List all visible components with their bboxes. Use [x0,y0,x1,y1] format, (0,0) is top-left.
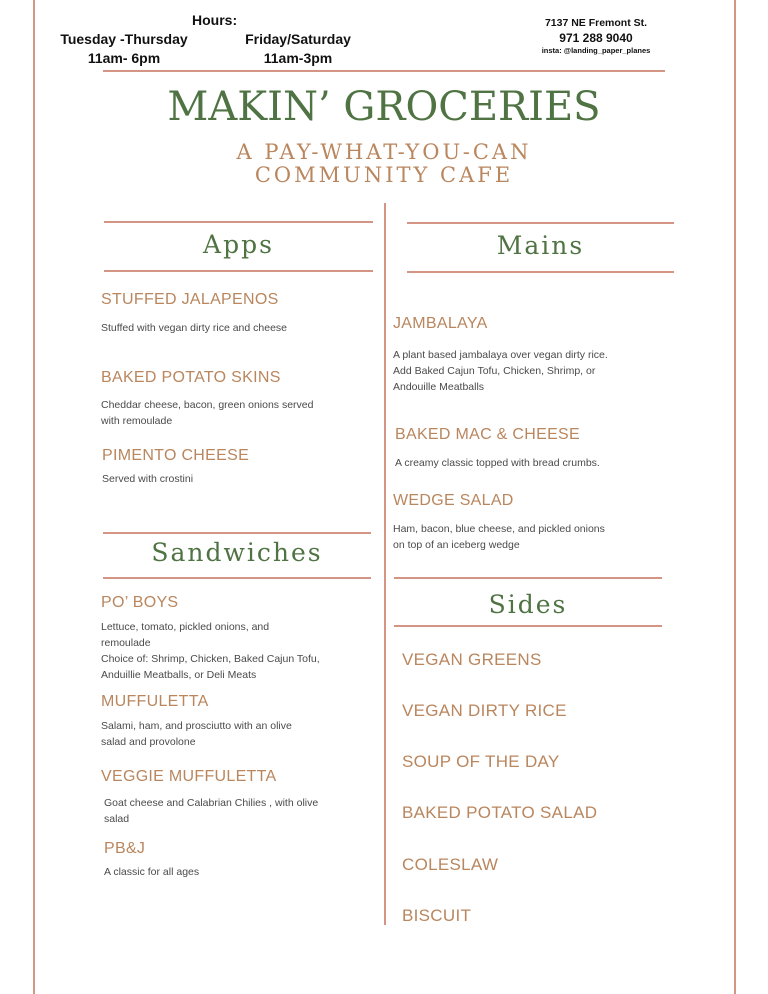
apps-rule-bottom [104,270,373,272]
desc-line: Served with crostini [102,473,194,485]
side-item: SOUP OF THE DAY [402,752,560,771]
desc-line: on top of an iceberg wedge [393,539,520,551]
page-title: MAKIN’ GROCERIES [167,84,601,130]
hours-title: Hours: [192,12,238,28]
address: 7137 NE Fremont St. [544,17,648,29]
section-title-mains: Mains [496,231,585,260]
menu-item-desc [104,864,199,880]
menu-item-desc [393,347,608,395]
subtitle-line-1: A PAY-WHAT-YOU-CAN [236,140,532,164]
desc-line: with remoulade [101,415,173,427]
desc-line: Stuffed with vegan dirty rice and cheese [101,322,288,334]
hours-weekday [58,30,190,68]
side-item: VEGAN GREENS [402,650,542,669]
menu-item-name: PB&J [104,840,146,857]
page-subtitle [0,141,768,187]
desc-line: salad [104,813,130,825]
sides-rule-bottom [394,625,662,627]
sandwiches-rule-top [103,532,371,534]
desc-line: Cheddar cheese, bacon, green onions served [101,399,314,411]
menu-item-desc [101,320,287,336]
hours-weekend-days: Friday/Saturday [245,31,351,47]
desc-line: Ham, bacon, blue cheese, and pickled onions [393,523,605,535]
menu-item-desc [101,397,313,429]
side-item: BISCUIT [402,906,472,925]
menu-item-desc [102,471,193,487]
menu-item-desc [104,795,318,827]
mains-rule-top [407,222,674,224]
menu-item-name: PIMENTO CHEESE [102,447,250,464]
phone-number: 971 288 9040 [559,31,633,45]
hours-weekday-days: Tuesday -Thursday [60,31,188,47]
desc-line: Anduillie Meatballs, or Deli Meats [101,669,257,681]
menu-item-name: WEDGE SALAD [393,492,514,509]
hours-weekend-time: 11am-3pm [263,50,333,66]
desc-line: A classic for all ages [104,866,200,878]
section-title-sandwiches: Sandwiches [151,538,323,567]
hours-weekend [240,30,356,68]
desc-line: Choice of: Shrimp, Chicken, Baked Cajun Tofu, [101,653,320,665]
desc-line: Andouille Meatballs [393,381,485,393]
instagram-handle: insta: @landing_paper_planes [541,46,651,55]
menu-item-desc [101,619,320,683]
menu-item-name: MUFFULETTA [101,693,209,710]
desc-line: Salami, ham, and prosciutto with an olive [101,720,292,732]
desc-line: Add Baked Cajun Tofu, Chicken, Shrimp, or [393,365,596,377]
menu-item-name: BAKED POTATO SKINS [101,369,281,386]
section-title-sides: Sides [488,590,568,619]
contact-block [530,16,662,56]
desc-line: Goat cheese and Calabrian Chilies , with olive [104,797,319,809]
desc-line: A creamy classic topped with bread crumbs. [395,457,600,469]
sides-rule-top [394,577,662,579]
column-divider [384,203,386,925]
menu-item-name: VEGGIE MUFFULETTA [101,768,277,785]
side-item: COLESLAW [402,855,499,874]
menu-item-name: BAKED MAC & CHEESE [395,426,581,443]
menu-item-name: JAMBALAYA [393,315,488,332]
section-title-apps: Apps [203,230,274,259]
desc-line: A plant based jambalaya over vegan dirty rice. [393,349,608,361]
menu-item-desc [395,455,600,471]
side-item: BAKED POTATO SALAD [402,803,598,822]
menu-item-name: PO’ BOYS [101,594,179,611]
desc-line: Lettuce, tomato, pickled onions, and [101,621,270,633]
desc-line: remoulade [101,637,151,649]
header-divider [103,70,665,72]
menu-item-name: STUFFED JALAPENOS [101,291,279,308]
menu-item-desc [101,718,292,750]
sandwiches-rule-bottom [103,577,371,579]
menu-item-desc [393,521,605,553]
side-item: VEGAN DIRTY RICE [402,701,567,720]
desc-line: salad and provolone [101,736,196,748]
apps-rule-top [104,221,373,223]
subtitle-line-2: COMMUNITY CAFE [254,163,514,187]
hours-weekday-time: 11am- 6pm [87,50,161,66]
mains-rule-bottom [407,271,674,273]
